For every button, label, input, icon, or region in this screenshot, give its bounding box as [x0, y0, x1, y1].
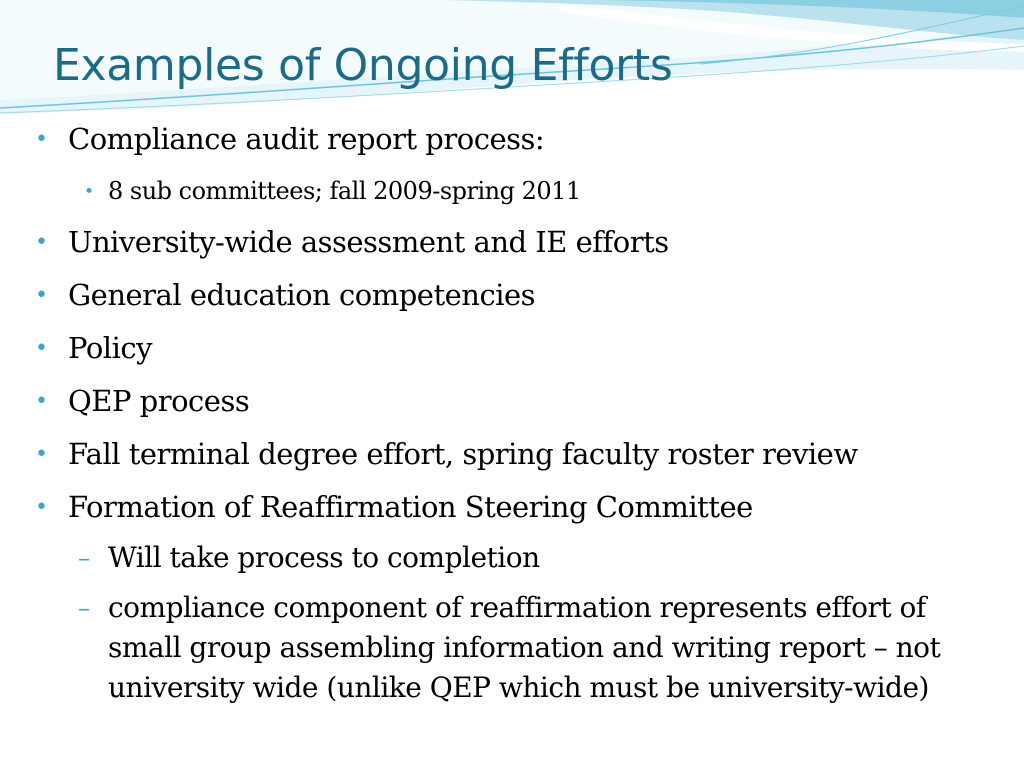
bullet-text: University-wide assessment and IE efforts [68, 225, 669, 259]
bullet-dot-icon: • [35, 336, 48, 361]
bullet-dot-icon: • [35, 442, 48, 467]
bullet-dot-icon: • [35, 127, 48, 152]
bullet-dot-icon: • [35, 389, 48, 414]
bullet-dot-icon: • [35, 495, 48, 520]
bullet-dot-icon: • [35, 283, 48, 308]
list-item [35, 489, 753, 525]
bullet-text: General education competencies [68, 278, 536, 312]
dash-marker-icon: – [78, 544, 90, 572]
list-item [78, 538, 540, 578]
list-item [35, 436, 858, 472]
bullet-text: Compliance audit report process: [68, 122, 545, 156]
bullet-dot-icon: • [84, 182, 94, 202]
bullet-text: 8 sub committees; fall 2009-spring 2011 [108, 177, 581, 205]
bullet-text: Fall terminal degree effort, spring faculty roster review [68, 437, 858, 471]
bullet-text: Will take process to completion [108, 541, 540, 574]
bullet-text: compliance component of reaffirmation represents effort of small group assembling information and writing report – not university wide (unlike QEP which must be university-wide) [108, 591, 941, 704]
list-item [35, 383, 250, 419]
list-item [35, 277, 536, 313]
list-item [78, 588, 978, 708]
bullet-text: QEP process [68, 384, 250, 418]
bullet-text: Policy [68, 331, 152, 365]
slide-title: Examples of Ongoing Efforts [53, 40, 673, 91]
dash-marker-icon: – [78, 594, 90, 622]
bullet-dot-icon: • [35, 230, 48, 255]
list-item [84, 176, 581, 206]
list-item [35, 224, 669, 260]
list-item [35, 330, 152, 366]
bullet-text: Formation of Reaffirmation Steering Committee [68, 490, 753, 524]
list-item [35, 121, 545, 157]
